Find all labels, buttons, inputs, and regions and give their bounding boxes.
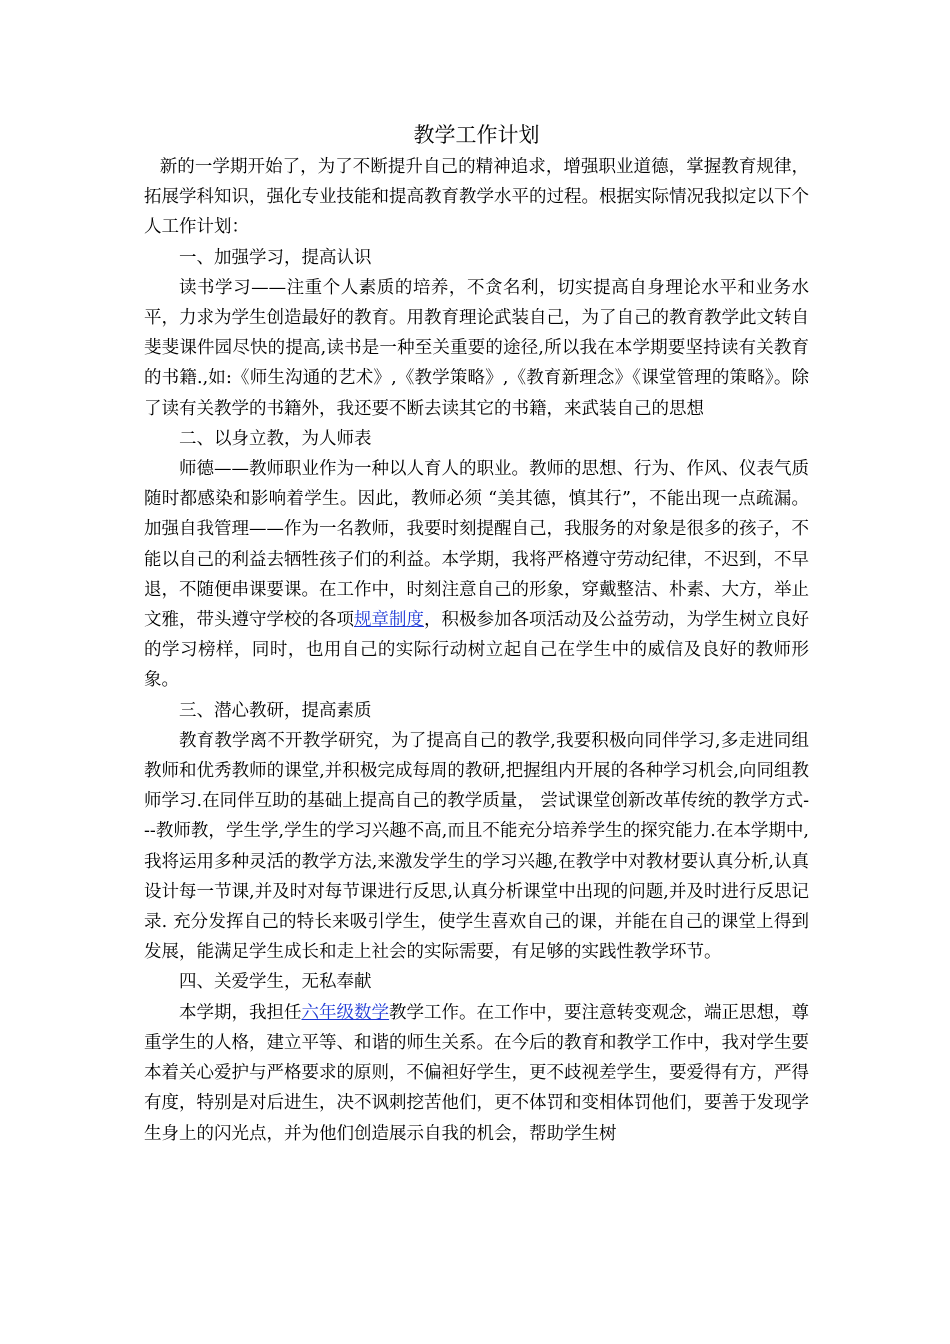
section-4-text-after-link: 教学工作。在工作中，要注意转变观念，端正思想，尊重学生的人格，建立平等、和谐的师生关系。在今后的教育和教学工作中，我对学生要本着关心爱护与严格要求的原则，不偏袒好学生，更不歧视差学生，要爱得有方，严得有度，特别是对后进生，决不讽刺挖苦他们，更不体罚和变相体罚他们，要善于发现学生身上的闪光点，并为他们创造展示自我的机会，帮助学生树 [144,1002,809,1144]
section-3-heading: 三、潜心教研，提高素质 [179,700,372,721]
intro-paragraph: 新的一学期开始了，为了不断提升自己的精神追求，增强职业道德，掌握教育规律，拓展学科知识，强化专业技能和提高教育教学水平的过程。根据实际情况我拟定以下个人工作计划： [144,157,809,238]
section-4-text-before-link: 本学期，我担任 [179,1002,302,1023]
section-1-body: 读书学习——注重个人素质的培养，不贪名利，切实提高自身理论水平和业务水平，力求为学生创造最好的教育。用教育理论武装自己，为了自己的教育教学此文转自斐斐课件园尽快的提高,读书是一种至关重要的途径,所以我在本学期要坚持读有关教育的书籍.,如:《师生沟通的艺术》,《教学策略》,《教育新理念》《课堂管理的策略》。除了读有关教学的书籍外，我还要不断去读其它的书籍，来武装自己的思想 [144,277,809,419]
section-3-body: 教育教学离不开教学研究，为了提高自己的教学,我要积极向同伴学习,多走进同组教师和优秀教师的课堂,并积极完成每周的教研,把握组内开展的各种学习机会,向同组教师学习.在同伴互助的基础上提高自己的教学质量， 尝试课堂创新改革传统的教学方式---教师教，学生学,学生的学习兴趣不高,而且不能充分培养学生的探究能力.在本学期中,我将运用多种灵活的教学方法,来激发学生的学习兴趣,在教学中对教材要认真分析,认真设计每一节课,并及时对每节课进行反思,认真分析课堂中出现的问题,并及时进行反思记录. 充分发挥自己的特长来吸引学生，使学生喜欢自己的课，并能在自己的课堂上得到发展，能满足学生成长和走上社会的实际需要，有足够的实践性教学环节。 [144,730,809,963]
section-2-text-after-link: ，积极参加各项活动及公益劳动，为学生树立良好的学习榜样，同时，也用自己的实际行动树立起自己在学生中的威信及良好的教师形象。 [144,610,809,691]
document-page [144,118,809,1149]
section-4-heading: 四、关爱学生，无私奉献 [179,972,372,993]
document-title: 教学工作计划 [413,123,540,147]
section-4-body [144,998,809,1149]
section-2-body [144,454,809,696]
regulations-link[interactable]: 规章制度 [354,610,424,631]
section-2-text-before-link: 师德——教师职业作为一种以人育人的职业。教师的思想、行为、作风、仪表气质随时都感染和影响着学生。因此，教师必须 “美其德，慎其行”，不能出现一点疏漏。加强自我管理——作为一名教师，我要时刻提醒自己，我服务的对象是很多的孩子，不能以自己的利益去牺牲孩子们的利益。本学期，我将严格遵守劳动纪律，不迟到，不早退，不随便串课要课。在工作中，时刻注意自己的形象，穿戴整洁、朴素、大方，举止文雅，带头遵守学校的各项 [144,459,809,631]
section-2-heading: 二、以身立教，为人师表 [179,428,372,449]
grade6-math-link[interactable]: 六年级数学 [301,1002,389,1023]
section-1-heading: 一、加强学习，提高认识 [179,247,372,268]
